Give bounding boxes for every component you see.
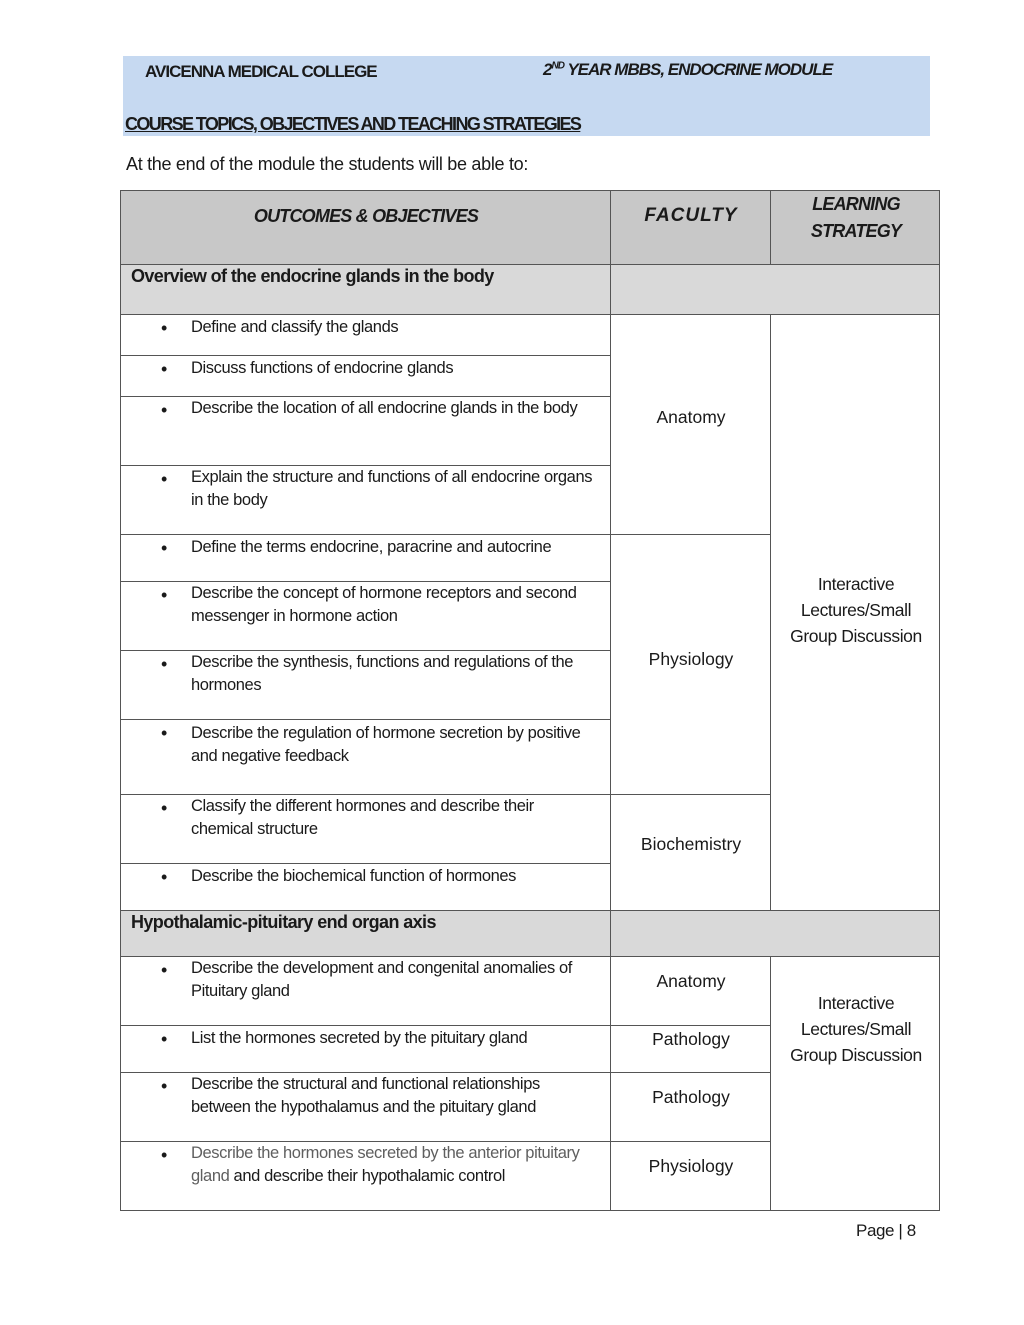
faculty-cell: Biochemistry — [610, 794, 771, 911]
header-band — [123, 56, 930, 136]
table-row: • Discuss functions of endocrine glands — [120, 355, 611, 397]
intro-text: At the end of the module the students will be able to: — [126, 154, 529, 174]
table-row: • List the hormones secreted by the pituitary gland — [120, 1025, 611, 1073]
section-row-blank — [610, 910, 940, 957]
faculty-cell: Physiology — [610, 534, 771, 795]
table-row: • Describe the development and congenital anomalies of Pituitary gland — [120, 956, 611, 1026]
section-title: COURSE TOPICS, OBJECTIVES AND TEACHING STRATEGIES — [125, 114, 581, 134]
section-row-blank — [610, 264, 940, 315]
strategy-cell: Interactive Lectures/Small Group Discussion — [770, 956, 940, 1211]
header-cell-strategy: LEARNING STRATEGY — [770, 190, 940, 265]
table-row: • Describe the concept of hormone receptors and second messenger in hormone action — [120, 581, 611, 651]
table-row: • Describe the location of all endocrine glands in the body — [120, 396, 611, 466]
faculty-cell: Anatomy — [610, 314, 771, 535]
faculty-cell: Physiology — [610, 1141, 771, 1211]
table-row: • Describe the biochemical function of hormones — [120, 863, 611, 911]
strategy-cell: Interactive Lectures/Small Group Discussion — [770, 314, 940, 911]
table-row: • Define and classify the glands — [120, 314, 611, 356]
module-title: 2ND YEAR MBBS, ENDOCRINE MODULE — [543, 60, 833, 79]
table-row: • Describe the synthesis, functions and regulations of the hormones — [120, 650, 611, 720]
table-row: • Classify the different hormones and describe their chemical structure — [120, 794, 611, 864]
section-row: Hypothalamic-pituitary end organ axis — [120, 910, 611, 957]
table-row: • Describe the structural and functional relationships between the hypothalamus and the pituitary gland — [120, 1072, 611, 1142]
page-number: Page | 8 — [856, 1221, 916, 1240]
table-row: • Define the terms endocrine, paracrine and autocrine — [120, 534, 611, 582]
section-row: Overview of the endocrine glands in the body — [120, 264, 611, 315]
faculty-cell: Pathology — [610, 1025, 771, 1073]
header-cell-faculty: FACULTY — [610, 190, 771, 265]
table-row: • Describe the hormones secreted by the anterior pituitary gland and describe their hypothalamic control — [120, 1141, 611, 1211]
faculty-cell: Pathology — [610, 1072, 771, 1142]
table-row: • Describe the regulation of hormone secretion by positive and negative feedback — [120, 719, 611, 795]
faculty-cell: Anatomy — [610, 956, 771, 1026]
college-name: AVICENNA MEDICAL COLLEGE — [145, 62, 377, 81]
table-row: • Explain the structure and functions of all endocrine organs in the body — [120, 465, 611, 535]
header-cell-outcomes: OUTCOMES & OBJECTIVES — [120, 190, 611, 265]
objectives-table — [120, 190, 940, 1211]
